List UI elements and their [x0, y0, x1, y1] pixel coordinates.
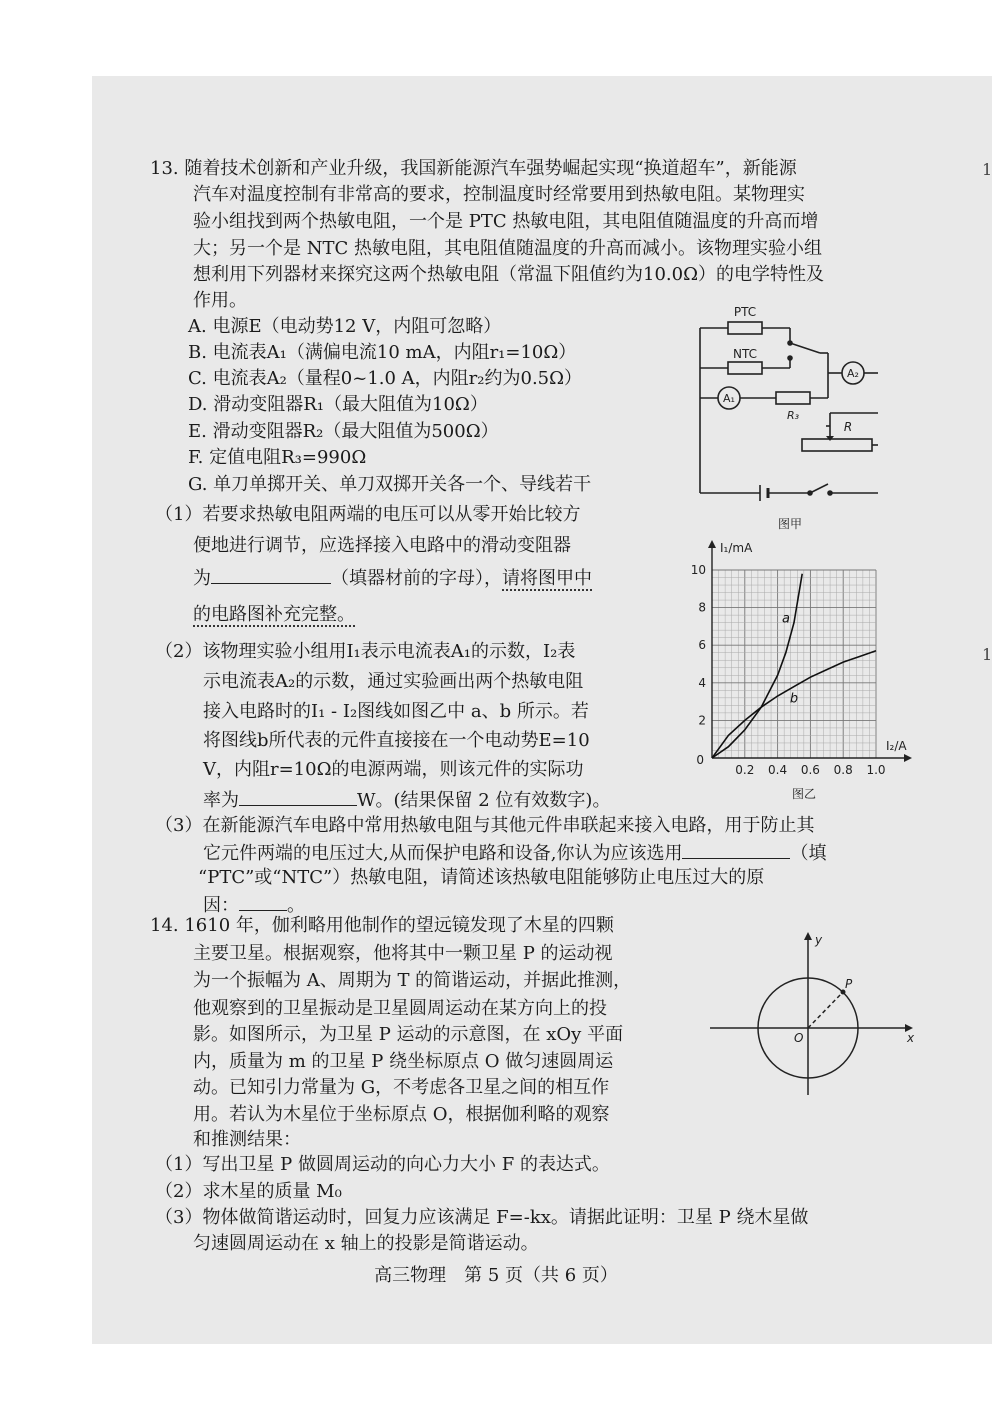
q13-part2-line-6	[203, 787, 610, 813]
q13-line-6: 作用。	[193, 290, 247, 311]
chart-ylabel: I₁/mA	[720, 541, 753, 555]
answer-blank-reason[interactable]	[239, 892, 287, 911]
q13-option-e: E. 滑动变阻器R₂（最大阻值为500Ω）	[188, 421, 499, 442]
page-footer: 高三物理 第 5 页（共 6 页）	[374, 1265, 618, 1286]
y-axis-arrow	[708, 540, 716, 548]
q14-line-9: 和推测结果：	[193, 1129, 301, 1150]
chart-xlabel: I₂/A	[886, 739, 907, 753]
r3-label: R₃	[786, 409, 800, 422]
q13-line-2: 汽车对温度控制有非常高的要求，控制温度时经常要用到热敏电阻。某物理实	[193, 184, 805, 205]
page-edge-mark-top: 1	[982, 160, 992, 179]
q13-line-3: 验小组找到两个热敏电阻，一个是 PTC 热敏电阻，其电阻值随温度的升高而增	[193, 211, 819, 232]
q13-part1-line-3	[193, 565, 592, 591]
q13-option-b: B. 电流表A₁（满偏电流10 mA，内阻r₁=10Ω）	[188, 342, 577, 363]
y-tick-label: 10	[690, 563, 706, 577]
x-tick-label: 0.6	[800, 763, 820, 777]
q14-line-6: 内，质量为 m 的卫星 P 绕坐标原点 O 做匀速圆周运	[193, 1051, 614, 1072]
q14-line-5: 影。如图所示，为卫星 P 运动的示意图，在 xOy 平面	[193, 1024, 624, 1045]
x-tick-label: 1.0	[866, 763, 886, 777]
q14-line-1: 14. 1610 年，伽利略用他制作的望远镜发现了木星的四颗	[150, 915, 614, 936]
q14-line-7: 动。已知引力常量为 G，不考虑各卫星之间的相互作	[193, 1077, 610, 1098]
x-tick-label: 0.2	[735, 763, 755, 777]
circuit-diagram-jia	[690, 298, 890, 538]
y-tick-label: 8	[698, 600, 706, 615]
y-tick-label: 6	[698, 638, 706, 653]
q14-line-3: 为一个振幅为 A、周期为 T 的简谐运动，并据此推测，	[193, 970, 632, 991]
q13-part3-choose: 它元件两端的电压过大,从而保护电路和设备,你认为应该选用	[203, 843, 683, 864]
x-axis-label: x	[907, 1031, 915, 1045]
q13-part1-line-1: （1）若要求热敏电阻两端的电压可以从零开始比较方	[155, 504, 581, 525]
q13-option-a: A. 电源E（电动势12 V，内阻可忽略）	[188, 316, 502, 337]
q14-line-8: 用。若认为木星位于坐标原点 O，根据伽利略的观察	[193, 1104, 610, 1125]
q13-option-c: C. 电流表A₂（量程0~1.0 A，内阻r₂约为0.5Ω）	[188, 368, 583, 389]
chart-origin-label: 0	[696, 753, 704, 767]
q13-part2-line-5: V，内阻r=10Ω的电源两端，则该元件的实际功	[203, 759, 584, 780]
fig-jia-caption: 图甲	[777, 517, 803, 531]
q13-part2-line-4: 将图线b所代表的元件直接接在一个电动势E=10	[203, 730, 590, 751]
q13-line-1: 13. 随着技术创新和产业升级，我国新能源汽车强势崛起实现“换道超车”，新能源	[150, 158, 797, 179]
y-axis-label: y	[815, 933, 823, 947]
satellite-p-label: P	[845, 977, 853, 991]
q13-part3-line-2	[203, 840, 826, 866]
orbit-diagram	[705, 930, 915, 1100]
x-tick-label: 0.4	[768, 763, 788, 777]
q13-part1-fill-hint: （填器材前的字母），	[331, 568, 502, 589]
q13-part3-line-3: “PTC”或“NTC”）热敏电阻，请简述该热敏电阻能够防止电压过大的原	[198, 867, 765, 888]
q13-option-d: D. 滑动变阻器R₁（最大阻值为10Ω）	[188, 394, 488, 415]
ntc-label: NTC	[733, 347, 757, 361]
q14-line-4: 他观察到的卫星振动是卫星圆周运动在某方向上的投	[193, 998, 607, 1019]
answer-blank-thermistor[interactable]	[682, 840, 790, 859]
q13-part1-for: 为	[193, 568, 211, 589]
q14-sub-2: （2）求木星的质量 M₀	[155, 1181, 342, 1202]
answer-blank-power[interactable]	[239, 787, 357, 806]
q14-sub-3: （3）物体做简谐运动时，回复力应该满足 F=-kx。请据此证明：卫星 P 绕木星做	[155, 1207, 809, 1228]
chart-caption: 图乙	[791, 787, 817, 801]
q13-part3-end: 。	[287, 895, 305, 916]
origin-label: O	[794, 1031, 804, 1045]
q14-line-2: 主要卫星。根据观察，他将其中一颗卫星 P 的运动视	[193, 943, 613, 964]
q14-sub-3-cont: 匀速圆周运动在 x 轴上的投影是简谐运动。	[193, 1233, 539, 1254]
q14-sub-1: （1）写出卫星 P 做圆周运动的向心力大小 F 的表达式。	[155, 1154, 610, 1175]
q13-part2-unit: W。(结果保留 2 位有效数字)。	[357, 790, 611, 811]
q13-part2-power: 率为	[203, 790, 239, 811]
q13-option-f: F. 定值电阻R₃=990Ω	[188, 447, 367, 468]
y-tick-label: 2	[698, 713, 706, 728]
ptc-label: PTC	[733, 305, 757, 319]
q13-part1-line-4: 的电路图补充完整。	[193, 604, 355, 625]
series-line-a	[712, 574, 802, 758]
x-axis-arrow	[904, 754, 912, 762]
answer-blank-rheostat[interactable]	[211, 565, 331, 584]
x-tick-label: 0.8	[833, 763, 853, 777]
q13-option-g: G. 单刀单掷开关、单刀双掷开关各一个、导线若干	[188, 474, 592, 495]
q13-part1-emphasis-a: 请将图甲中	[502, 568, 592, 589]
series-label-b: b	[789, 691, 799, 707]
q13-part3-fill: （填	[790, 843, 827, 864]
series-label-a: a	[782, 611, 790, 627]
q13-part3-line-1: （3）在新能源汽车电路中常用热敏电阻与其他元件串联起来接入电路，用于防止其	[155, 815, 815, 836]
q13-part2-line-3: 接入电路时的I₁ - I₂图线如图乙中 a、b 所示。若	[203, 701, 589, 722]
page-edge-mark-mid: 1	[982, 645, 992, 664]
q13-line-5: 想利用下列器材来探究这两个热敏电阻（常温下阻值约为10.0Ω）的电学特性及	[193, 264, 824, 285]
chart-yi	[666, 540, 916, 805]
q13-part3-reason: 因：	[203, 895, 239, 916]
q13-part2-line-2: 示电流表A₂的示数，通过实验画出两个热敏电阻	[203, 671, 584, 692]
ammeter-a1-label: A₁	[723, 392, 735, 405]
q13-part2-line-1: （2）该物理实验小组用I₁表示电流表A₁的示数，I₂表	[155, 641, 576, 662]
rheostat-r-label: R	[843, 420, 853, 434]
q13-part1-line-2: 便地进行调节，应选择接入电路中的滑动变阻器	[193, 535, 571, 556]
y-tick-label: 4	[698, 675, 706, 690]
q13-line-4: 大；另一个是 NTC 热敏电阻，其电阻值随温度的升高而减小。该物理实验小组	[193, 238, 822, 259]
ammeter-a2-label: A₂	[847, 367, 859, 380]
